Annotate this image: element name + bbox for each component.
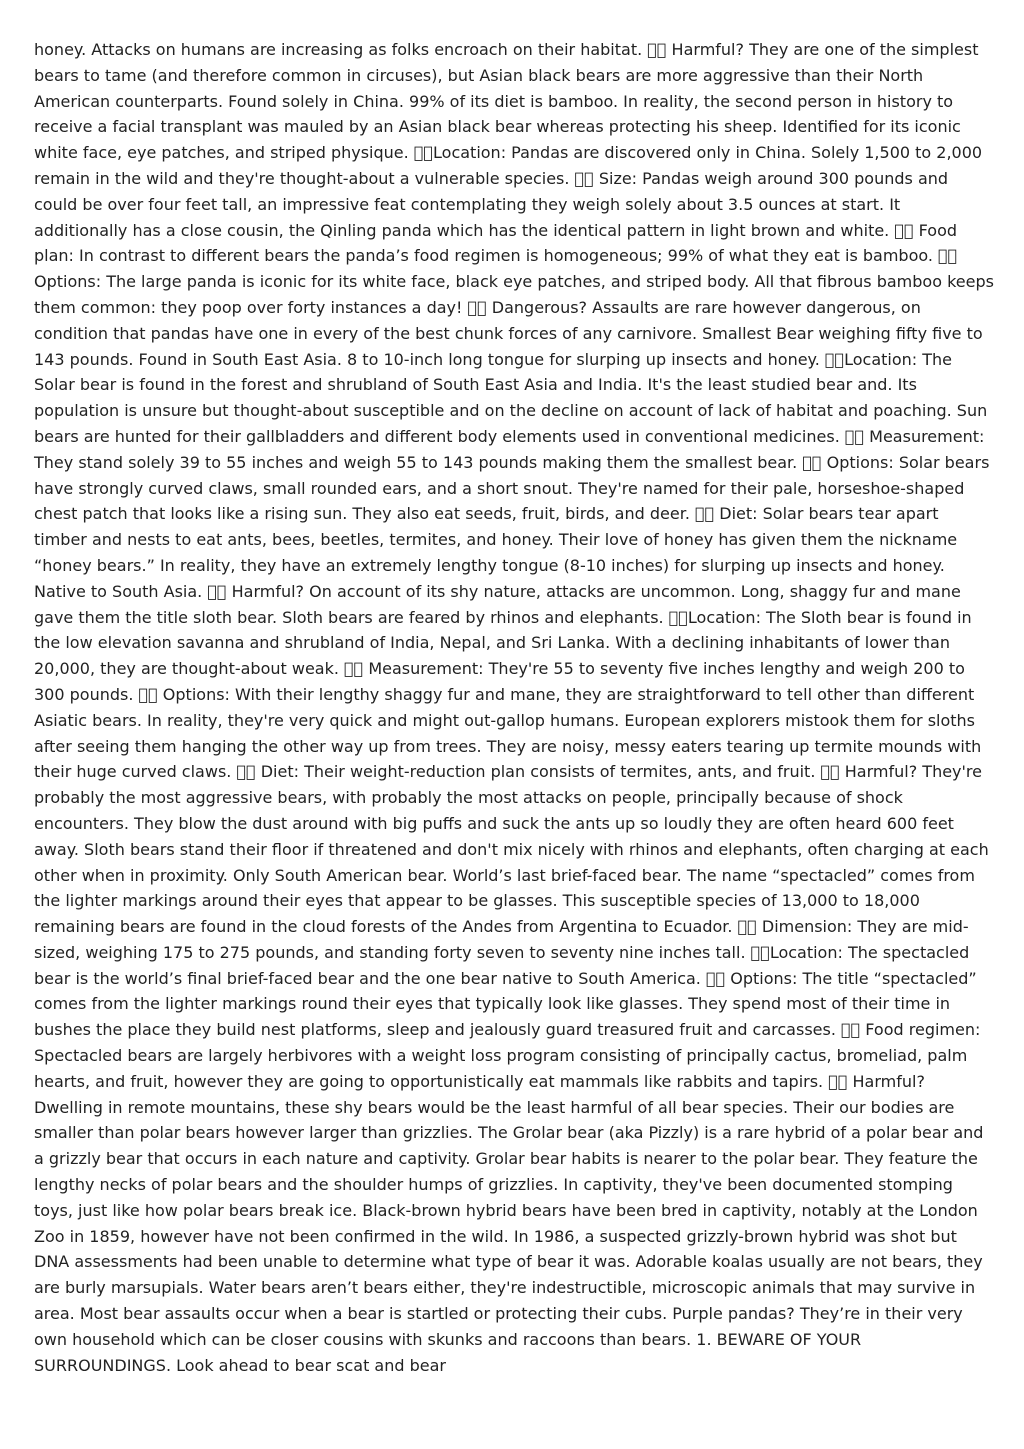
document-page (34, 37, 994, 1378)
body-paragraph: honey. Attacks on humans are increasing as folks encroach on their habitat.    Harmful? They are one of the simplest bears to tame (and therefore common in circuses), but Asian black bears are more aggressive than their North American counterparts. Found solely in China. 99% of its diet is bamboo. In reality, the second person in history to receive a facial transplant was mauled by an Asian black bear whereas protecting his sheep. Identified for its iconic white face, eye patches, and striped physique.   Location: Pandas are discovered only in China. Solely 1,500 to 2,000 remain in the wild and they're thought-about a vulnerable species.    Size: Pandas weigh around 300 pounds and could be over four feet tall, an impressive feat contemplating they weigh solely about 3.5 ounces at start. It additionally has a close cousin, the Qinling panda which has the identical pattern in light brown and white.    Food plan: In contrast to different bears the panda’s food regimen is homogeneous; 99% of what they eat is bamboo.    Options: The large panda is iconic for its white face, black eye patches, and striped body. All that fibrous bamboo keeps them common: they poop over forty instances a day!    Dangerous? Assaults are rare however dangerous, on condition that pandas have one in every of the best chunk forces of any carnivore. Smallest Bear weighing fifty five to 143 pounds. Found in South East Asia. 8 to 10-inch long tongue for slurping up insects and honey.   Location: The Solar bear is found in the forest and shrubland of South East Asia and India. It's the least studied bear and. Its population is unsure but thought-about susceptible and on the decline on account of lack of habitat and poaching. Sun bears are hunted for their gallbladders and different body elements used in conventional medicines.    Measurement: They stand solely 39 to 55 inches and weigh 55 to 143 pounds making them the smallest bear.    Options: Solar bears have strongly curved claws, small rounded ears, and a short snout. They're named for their pale, horseshoe-shaped chest patch that looks like a rising sun. They also eat seeds, fruit, birds, and deer.    Diet: Solar bears tear apart timber and nests to eat ants, bees, beetles, termites, and honey. Their love of honey has given them the nickname “honey bears.” In reality, they have an extremely lengthy tongue (8-10 inches) for slurping up insects and honey. Native to South Asia.    Harmful? On account of its shy nature, attacks are uncommon. Long, shaggy fur and mane gave them the title sloth bear. Sloth bears are feared by rhinos and elephants.   Location: The Sloth bear is found in the low elevation savanna and shrubland of India, Nepal, and Sri Lanka. With a declining inhabitants of lower than 20,000, they are thought-about weak.    Measurement: They're 55 to seventy five inches lengthy and weigh 200 to 300 pounds.    Options: With their lengthy shaggy fur and mane, they are straightforward to tell other than different Asiatic bears. In reality, they're very quick and might out-gallop humans. European explorers mistook them for sloths after seeing them hanging the other way up from trees. They are noisy, messy eaters tearing up termite mounds with their huge curved claws.    Diet: Their weight-reduction plan consists of termites, ants, and fruit.    Harmful? They're probably the most aggressive bears, with probably the most attacks on people, principally because of shock encounters. They blow the dust around with big puffs and suck the ants up so loudly they are often heard 600 feet away. Sloth bears stand their floor if threatened and don't mix nicely with rhinos and elephants, often charging at each other when in proximity. Only South American bear. World’s last brief-faced bear. The name “spectacled” comes from the lighter markings around their eyes that appear to be glasses. This susceptible species of 13,000 to 18,000 remaining bears are found in the cloud forests of the Andes from Argentina to Ecuador.    Dimension: They are mid-sized, weighing 175 to 275 pounds, and standing forty seven to seventy nine inches tall.   Location: The spectacled bear is the world’s final brief-faced bear and the one bear native to South America.    Options: The title “spectacled” comes from the lighter markings round their eyes that typically look like glasses. They spend most of their time in bushes the place they build nest platforms, sleep and jealously guard treasured fruit and carcasses.    Food regimen: Spectacled bears are largely herbivores with a weight loss program consisting of principally cactus, bromeliad, palm hearts, and fruit, however they are going to opportunistically eat mammals like rabbits and tapirs.    Harmful? Dwelling in remote mountains, these shy bears would be the least harmful of all bear species. Their our bodies are smaller than polar bears however larger than grizzlies. The Grolar bear (aka Pizzly) is a rare hybrid of a polar bear and a grizzly bear that occurs in each nature and captivity. Grolar bear habits is nearer to the polar bear. They feature the lengthy necks of polar bears and the shoulder humps of grizzlies. In captivity, they've been documented stomping toys, just like how polar bears break ice. Black-brown hybrid bears have been bred in captivity, notably at the London Zoo in 1859, however have not been confirmed in the wild. In 1986, a suspected grizzly-brown hybrid was shot but DNA assessments had been unable to determine what type of bear it was. Adorable koalas usually are not bears, they are burly marsupials. Water bears aren’t bears either, they're indestructible, microscopic animals that may survive in area. Most bear assaults occur when a bear is startled or protecting their cubs. Purple pandas? They’re in their very own household which can be closer cousins with skunks and raccoons than bears. 1. BEWARE OF YOUR SURROUNDINGS. Look ahead to bear scat and bear (34, 40, 994, 1375)
